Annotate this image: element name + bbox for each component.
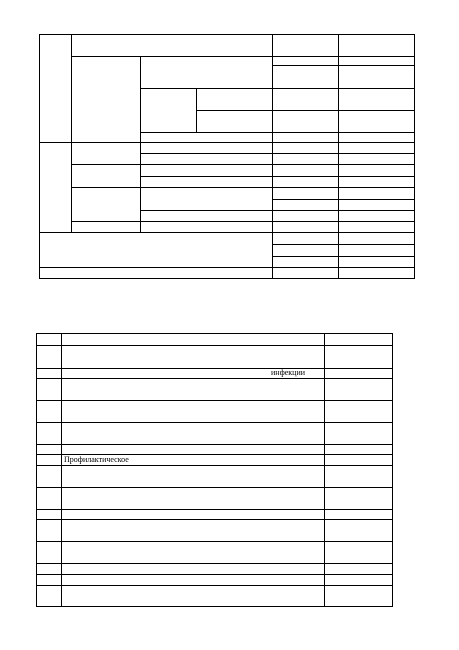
table-2-row-line (36, 585, 393, 586)
table-2-bottom-border (36, 606, 393, 607)
table-2-left-border (36, 333, 37, 607)
table-2-row-line (36, 465, 393, 466)
table-1-divider (140, 56, 141, 232)
table-2-row-line (36, 368, 393, 369)
table-1-row-line (39, 232, 415, 233)
table-1-left-border (39, 34, 40, 279)
table-1-row-line (71, 164, 415, 165)
table-1-row-line (140, 176, 415, 177)
preventive-text: Профилактическое (64, 455, 129, 464)
table-2-row-line (36, 345, 393, 346)
table-2-row-line (36, 444, 393, 445)
table-2-right-border (392, 333, 393, 607)
table-1-row-line (140, 210, 415, 211)
table-1-row-line (140, 88, 415, 89)
table-1-bottom-border (39, 278, 415, 279)
table-2-row-line (36, 378, 393, 379)
table-1-right-border (414, 34, 415, 279)
table-1-row-line (272, 199, 415, 200)
table-1-row-line (196, 110, 415, 111)
table-1-top-border (39, 34, 415, 35)
table-1-row-line (71, 187, 415, 188)
table-2-row-line (36, 563, 393, 564)
table-2-row-line (36, 574, 393, 575)
table-1-row-line (272, 256, 415, 257)
table-1-row-line (140, 153, 415, 154)
table-1-row-line (140, 132, 415, 133)
table-2-divider (324, 333, 325, 607)
table-1-row-line (39, 267, 415, 268)
table-1-row-line (272, 244, 415, 245)
table-1-row-line (39, 142, 415, 143)
table-1-divider (272, 34, 273, 279)
table-1-divider (338, 34, 339, 279)
table-1-row-line (71, 221, 415, 222)
table-2-divider (61, 333, 62, 607)
table-2-row-line (36, 400, 393, 401)
table-2-top-border (36, 333, 393, 334)
table-2-row-line (36, 509, 393, 510)
table-1-row-line (71, 56, 415, 57)
table-2-row-line (36, 519, 393, 520)
infection-text: инфекции (271, 368, 306, 377)
table-2-row-line (36, 487, 393, 488)
table-1-divider (71, 34, 72, 232)
table-1-row-line (272, 65, 415, 66)
table-2-row-line (36, 541, 393, 542)
table-2-row-line (36, 422, 393, 423)
